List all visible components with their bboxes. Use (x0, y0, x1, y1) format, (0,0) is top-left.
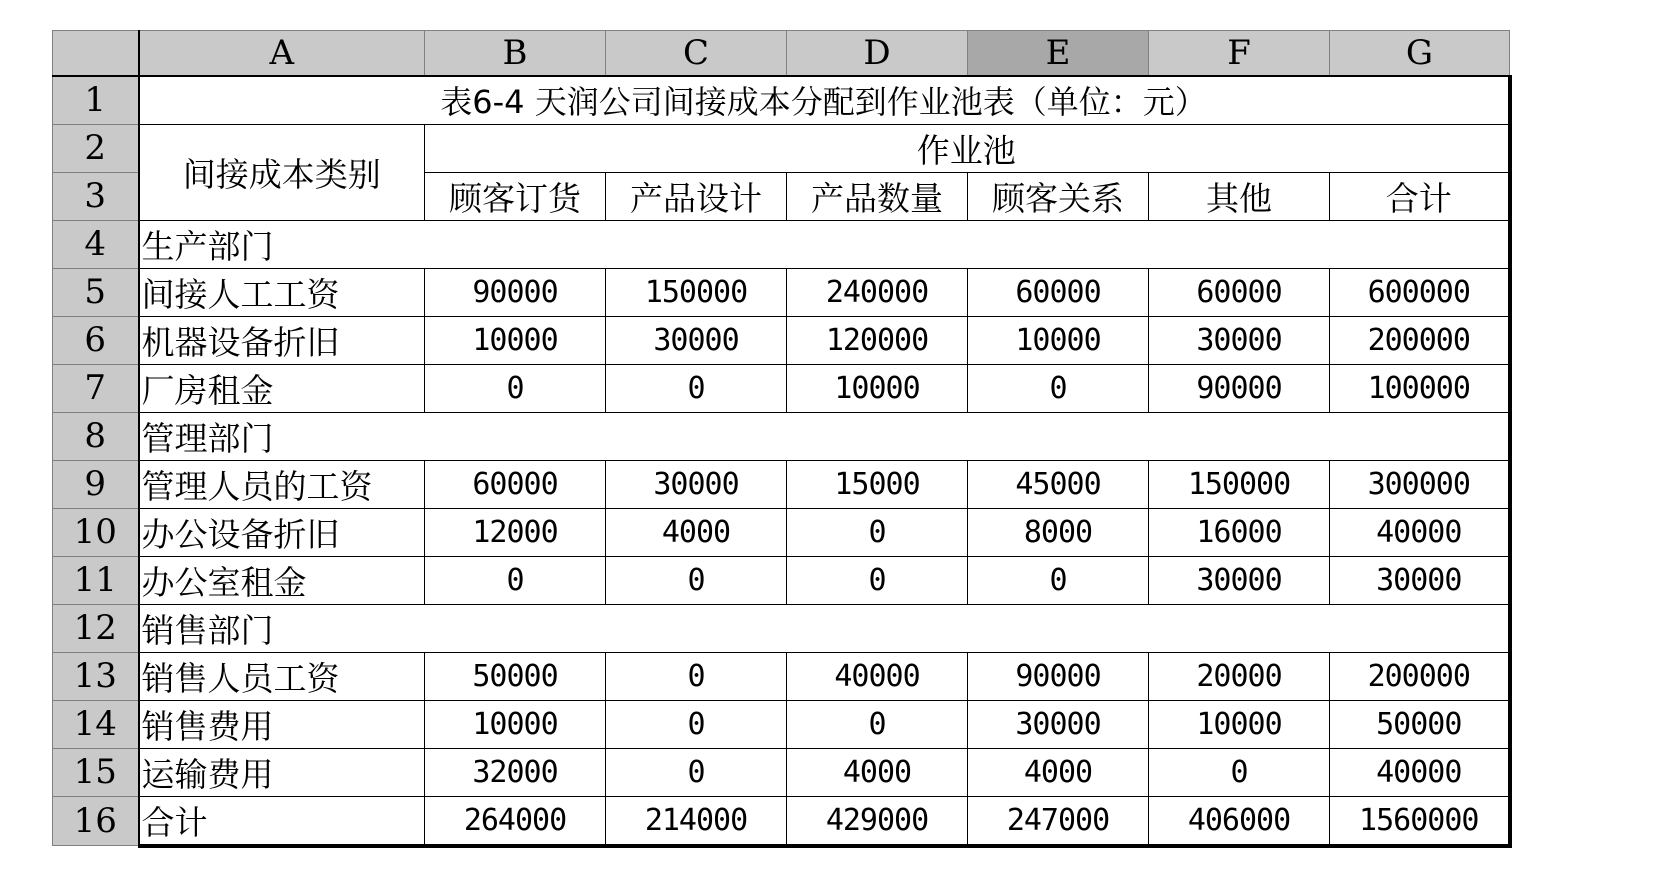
value-cell[interactable]: 4000 (968, 748, 1149, 796)
value-cell[interactable]: 0 (968, 364, 1149, 412)
value-cell[interactable]: 240000 (787, 268, 968, 316)
value-cell[interactable]: 90000 (1149, 364, 1330, 412)
row-header[interactable]: 13 (53, 652, 139, 700)
section-label-cell[interactable]: 管理部门 (139, 412, 1510, 460)
pool-name-cell[interactable]: 顾客关系 (968, 172, 1149, 220)
column-header-a[interactable]: A (139, 31, 425, 77)
value-cell[interactable]: 30000 (606, 316, 787, 364)
value-cell[interactable]: 60000 (425, 460, 606, 508)
value-cell[interactable]: 0 (606, 700, 787, 748)
value-cell[interactable]: 214000 (606, 796, 787, 846)
value-cell[interactable]: 30000 (1149, 556, 1330, 604)
row-header[interactable]: 3 (53, 172, 139, 220)
value-cell[interactable]: 0 (968, 556, 1149, 604)
value-cell[interactable]: 0 (787, 700, 968, 748)
value-cell[interactable]: 30000 (1149, 316, 1330, 364)
row-header[interactable]: 15 (53, 748, 139, 796)
row-label-cell[interactable]: 销售人员工资 (139, 652, 425, 700)
row-label-cell[interactable]: 办公室租金 (139, 556, 425, 604)
value-cell[interactable]: 45000 (968, 460, 1149, 508)
table-row (53, 76, 1510, 124)
value-cell[interactable]: 150000 (1149, 460, 1330, 508)
value-cell[interactable]: 10000 (425, 316, 606, 364)
table-row (53, 508, 1510, 556)
value-cell[interactable]: 264000 (425, 796, 606, 846)
row-header[interactable]: 10 (53, 508, 139, 556)
value-cell[interactable]: 0 (425, 364, 606, 412)
value-cell[interactable]: 0 (425, 556, 606, 604)
spreadsheet-grid[interactable] (52, 30, 1512, 848)
row-label-cell[interactable]: 机器设备折旧 (139, 316, 425, 364)
value-cell[interactable]: 150000 (606, 268, 787, 316)
table-row (53, 556, 1510, 604)
column-header-e[interactable]: E (968, 31, 1149, 77)
section-row (53, 220, 1510, 268)
value-cell[interactable]: 90000 (968, 652, 1149, 700)
row-label-cell[interactable]: 销售费用 (139, 700, 425, 748)
table-title-cell[interactable]: 表6-4 天润公司间接成本分配到作业池表（单位：元） (139, 76, 1510, 124)
table-row (53, 364, 1510, 412)
value-cell[interactable]: 20000 (1149, 652, 1330, 700)
value-cell[interactable]: 32000 (425, 748, 606, 796)
column-header-b[interactable]: B (425, 31, 606, 77)
row-header[interactable]: 4 (53, 220, 139, 268)
value-cell[interactable]: 50000 (425, 652, 606, 700)
table-row (53, 460, 1510, 508)
row-label-cell[interactable]: 运输费用 (139, 748, 425, 796)
value-cell[interactable]: 247000 (968, 796, 1149, 846)
value-cell[interactable]: 429000 (787, 796, 968, 846)
row-header[interactable]: 12 (53, 604, 139, 652)
row-header[interactable]: 16 (53, 796, 139, 846)
select-all-corner[interactable] (53, 31, 139, 77)
table-row (53, 652, 1510, 700)
value-cell[interactable]: 1560000 (1330, 796, 1510, 846)
column-header-row (53, 31, 1510, 77)
value-cell[interactable]: 30000 (968, 700, 1149, 748)
table-row (53, 796, 1510, 846)
row-label-cell[interactable]: 办公设备折旧 (139, 508, 425, 556)
row-header[interactable]: 7 (53, 364, 139, 412)
table-row (53, 268, 1510, 316)
value-cell[interactable]: 300000 (1330, 460, 1510, 508)
row-header[interactable]: 2 (53, 124, 139, 172)
value-cell[interactable]: 30000 (1330, 556, 1510, 604)
row-label-cell[interactable]: 间接人工工资 (139, 268, 425, 316)
value-cell[interactable]: 200000 (1330, 652, 1510, 700)
pool-name-cell[interactable]: 合计 (1330, 172, 1510, 220)
column-header-d[interactable]: D (787, 31, 968, 77)
table-row (53, 124, 1510, 172)
value-cell[interactable]: 10000 (968, 316, 1149, 364)
value-cell[interactable]: 50000 (1330, 700, 1510, 748)
row-label-cell[interactable]: 厂房租金 (139, 364, 425, 412)
value-cell[interactable]: 0 (1149, 748, 1330, 796)
value-cell[interactable]: 0 (787, 556, 968, 604)
row-header[interactable]: 9 (53, 460, 139, 508)
data-table (52, 30, 1512, 848)
category-header-cell[interactable]: 间接成本类别 (139, 124, 425, 220)
value-cell[interactable]: 4000 (606, 508, 787, 556)
value-cell[interactable]: 0 (606, 364, 787, 412)
row-header[interactable]: 5 (53, 268, 139, 316)
row-label-cell[interactable]: 合计 (139, 796, 425, 846)
row-header[interactable]: 1 (53, 76, 139, 124)
row-header[interactable]: 6 (53, 316, 139, 364)
value-cell[interactable]: 0 (787, 508, 968, 556)
value-cell[interactable]: 406000 (1149, 796, 1330, 846)
pool-name-cell[interactable]: 产品数量 (787, 172, 968, 220)
value-cell[interactable]: 10000 (1149, 700, 1330, 748)
value-cell[interactable]: 60000 (968, 268, 1149, 316)
value-cell[interactable]: 8000 (968, 508, 1149, 556)
value-cell[interactable]: 16000 (1149, 508, 1330, 556)
value-cell[interactable]: 10000 (787, 364, 968, 412)
column-header-f[interactable]: F (1149, 31, 1330, 77)
value-cell[interactable]: 30000 (606, 460, 787, 508)
value-cell[interactable]: 200000 (1330, 316, 1510, 364)
pool-name-cell[interactable]: 其他 (1149, 172, 1330, 220)
value-cell[interactable]: 15000 (787, 460, 968, 508)
value-cell[interactable]: 10000 (425, 700, 606, 748)
value-cell[interactable]: 40000 (787, 652, 968, 700)
value-cell[interactable]: 600000 (1330, 268, 1510, 316)
value-cell[interactable]: 12000 (425, 508, 606, 556)
pool-name-cell[interactable]: 产品设计 (606, 172, 787, 220)
value-cell[interactable]: 40000 (1330, 508, 1510, 556)
table-row (53, 700, 1510, 748)
table-row (53, 748, 1510, 796)
row-label-cell[interactable]: 管理人员的工资 (139, 460, 425, 508)
value-cell[interactable]: 4000 (787, 748, 968, 796)
table-row (53, 316, 1510, 364)
value-cell[interactable]: 0 (606, 556, 787, 604)
value-cell[interactable]: 0 (606, 748, 787, 796)
section-row (53, 412, 1510, 460)
value-cell[interactable]: 100000 (1330, 364, 1510, 412)
value-cell[interactable]: 90000 (425, 268, 606, 316)
value-cell[interactable]: 60000 (1149, 268, 1330, 316)
row-header[interactable]: 8 (53, 412, 139, 460)
section-label-cell[interactable]: 销售部门 (139, 604, 1510, 652)
column-header-g[interactable]: G (1330, 31, 1510, 77)
pool-header-cell[interactable]: 作业池 (425, 124, 1510, 172)
value-cell[interactable]: 40000 (1330, 748, 1510, 796)
row-header[interactable]: 14 (53, 700, 139, 748)
value-cell[interactable]: 0 (606, 652, 787, 700)
column-header-c[interactable]: C (606, 31, 787, 77)
row-header[interactable]: 11 (53, 556, 139, 604)
pool-name-cell[interactable]: 顾客订货 (425, 172, 606, 220)
value-cell[interactable]: 120000 (787, 316, 968, 364)
section-row (53, 604, 1510, 652)
section-label-cell[interactable]: 生产部门 (139, 220, 1510, 268)
